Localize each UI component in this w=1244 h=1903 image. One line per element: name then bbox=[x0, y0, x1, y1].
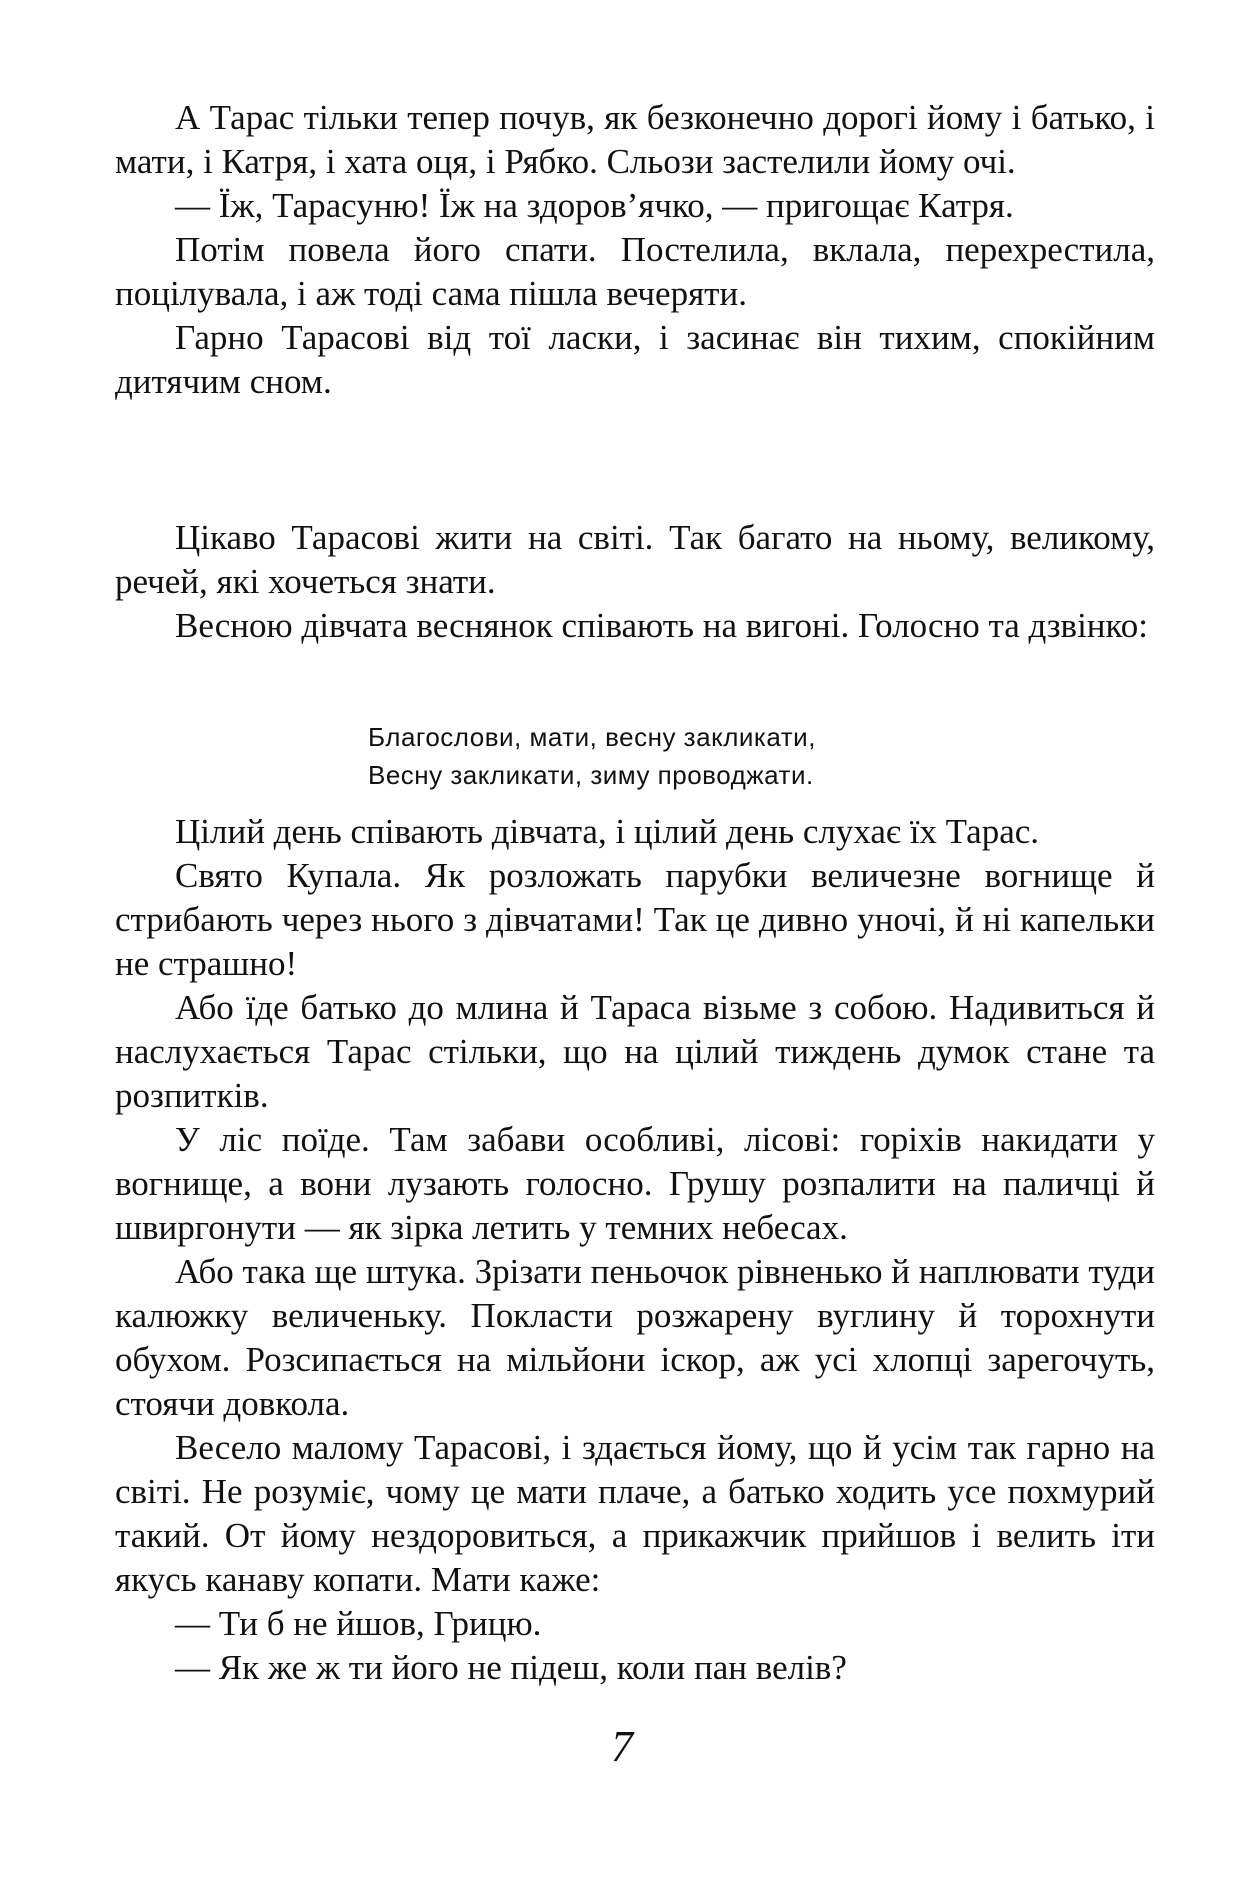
paragraph: Цікаво Тарасові жити на світі. Так багато на ньому, великому, речей, які хочеться знати. bbox=[115, 518, 1155, 601]
text-block-middle bbox=[115, 516, 1155, 648]
dialogue-line: — Ти б не йшов, Грицю. bbox=[175, 1604, 542, 1643]
paragraph: Гарно Тарасові від тої ласки, і засинає він тихим, спокійним дитячим сном. bbox=[115, 318, 1155, 401]
verse-line: Весну закликати, зиму проводжати. bbox=[368, 760, 814, 790]
paragraph: — Їж, Тарасуню! Їж на здоров’ячко, — пригощає Катря. bbox=[175, 186, 1014, 225]
paragraph: А Тарас тільки тепер почув, як безконечно дорогі йому і батько, і мати, і Катря, і хата оця, і Рябко. Сльози застелили йому очі. bbox=[115, 98, 1155, 181]
paragraph: Або їде батько до млина й Тараса візьме з собою. Надивиться й наслухається Тарас стільки, що на цілий тиждень думок стане та розпитків. bbox=[115, 988, 1155, 1115]
paragraph: Потім повела його спати. Постелила, вклала, перехрестила, поцілувала, і аж тоді сама пішла вечеряти. bbox=[115, 230, 1155, 313]
page-number: 7 bbox=[611, 1722, 633, 1771]
paragraph: У ліс поїде. Там забави особливі, лісові: горіхів накидати у вогнище, а вони лузають голосно. Грушу розпалити на паличці й швиргонути — як зірка летить у темних небесах. bbox=[115, 1120, 1155, 1247]
dialogue-line: — Як же ж ти його не підеш, коли пан велів? bbox=[175, 1648, 847, 1687]
verse-quote bbox=[368, 718, 1128, 794]
paragraph: Весело малому Тарасові, і здається йому, що й усім так гарно на світі. Не розуміє, чому це мати плаче, а батько ходить усе похмурий такий. От йому нездоровиться, а прикажчик прийшов і велить іти якусь канаву копати. Мати каже: bbox=[115, 1428, 1155, 1599]
paragraph: Свято Купала. Як розложать парубки величезне вогнище й стрибають через нього з дівчатами! Так це дивно уночі, й ні капельки не страшно! bbox=[115, 856, 1155, 983]
text-block-top bbox=[115, 96, 1155, 404]
paragraph: Весною дівчата веснянок співають на вигоні. Голосно та дзвінко: bbox=[175, 606, 1148, 645]
verse-line: Благослови, мати, весну закликати, bbox=[368, 722, 816, 752]
paragraph: Цілий день співають дівчата, і цілий день слухає їх Тарас. bbox=[175, 812, 1040, 851]
paragraph: Або така ще штука. Зрізати пеньочок рівненько й наплювати туди калюжку величеньку. Покласти розжарену вуглину й торохнути обухом. Розсипається на мільйони іскор, аж усі хлопці зарегочуть, стоячи довкола. bbox=[115, 1252, 1155, 1423]
text-block-bottom bbox=[115, 810, 1155, 1690]
